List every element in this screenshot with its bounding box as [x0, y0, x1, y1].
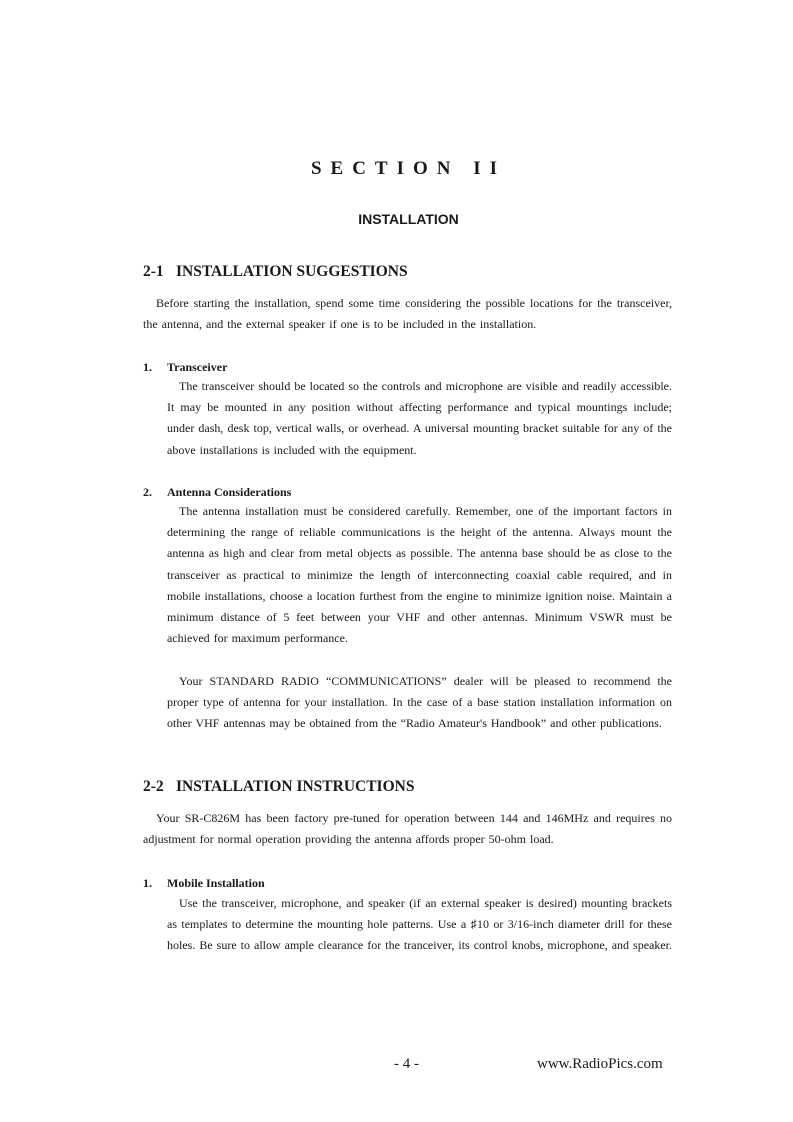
paragraph-transceiver: The transceiver should be located so the controls and microphone are visible and readily accessible. It may be mounted in any position without affecting performance and typical mountings include; under dash, desk top, vertical walls, or overhead. A universal mounting bracket suitable for any of the above installations is included with the equipment. — [167, 379, 672, 457]
subheading-antenna — [143, 485, 291, 500]
subheading-number: 2. — [143, 485, 152, 499]
paragraph-antenna-1: The antenna installation must be considered carefully. Remember, one of the important factors in determining the range of reliable communications is the height of the antenna. Always mount the antenna as high and clear from metal objects as possible. The antenna base should be as close to the transceiver as practical to minimize the length of interconnecting coaxial cable required, and in mobile installations, choose a location furthest from the engine to minimize ignition noise. Maintain a minimum distance of 5 feet between your VHF and other antennas. Minimum VSWR must be achieved for maximum performance. — [167, 504, 672, 646]
heading-2-2 — [143, 778, 414, 796]
paragraph-intro-2-2: Your SR-C826M has been factory pre-tuned for operation between 144 and 146MHz and requires no adjustment for normal operation providing the antenna affords proper 50-ohm load. — [143, 811, 672, 847]
paragraph-intro-2-1: Before starting the installation, spend some time considering the possible locations for the transceiver, the antenna, and the external speaker if one is to be included in the installation. — [143, 296, 672, 332]
heading-text: INSTALLATION SUGGESTIONS — [176, 263, 408, 280]
subheading-text: Antenna Considerations — [167, 485, 292, 499]
heading-number: 2-2 — [143, 778, 164, 795]
heading-2-1 — [143, 263, 408, 281]
paragraph-antenna-2: Your STANDARD RADIO “COMMUNICATIONS” dealer will be pleased to recommend the proper type of antenna for your installation. In the case of a base station installation information on other VHF antennas may be obtained from the “Radio Amateur's Handbook” and other publications. — [167, 674, 672, 731]
paragraph-mobile-installation: Use the transceiver, microphone, and speaker (if an external speaker is desired) mounting brackets as templates to determine the mounting hole patterns. Use a ♯10 or 3/16-inch diameter drill for these holes. Be sure to allow ample clearance for the tranceiver, its control knobs, microphone, and speaker. — [167, 896, 673, 953]
chapter-title: INSTALLATION — [358, 211, 459, 227]
heading-number: 2-1 — [143, 263, 164, 280]
footer-url: www.RadioPics.com — [537, 1056, 663, 1072]
subheading-text: Transceiver — [167, 360, 228, 374]
subheading-number: 1. — [143, 876, 152, 890]
subheading-transceiver — [143, 360, 227, 375]
page-number: - 4 - — [394, 1056, 419, 1072]
subheading-mobile-installation — [143, 876, 265, 891]
section-title: SECTION II — [310, 158, 507, 179]
heading-text: INSTALLATION INSTRUCTIONS — [176, 778, 415, 795]
subheading-text: Mobile Installation — [167, 876, 265, 890]
subheading-number: 1. — [143, 360, 152, 374]
